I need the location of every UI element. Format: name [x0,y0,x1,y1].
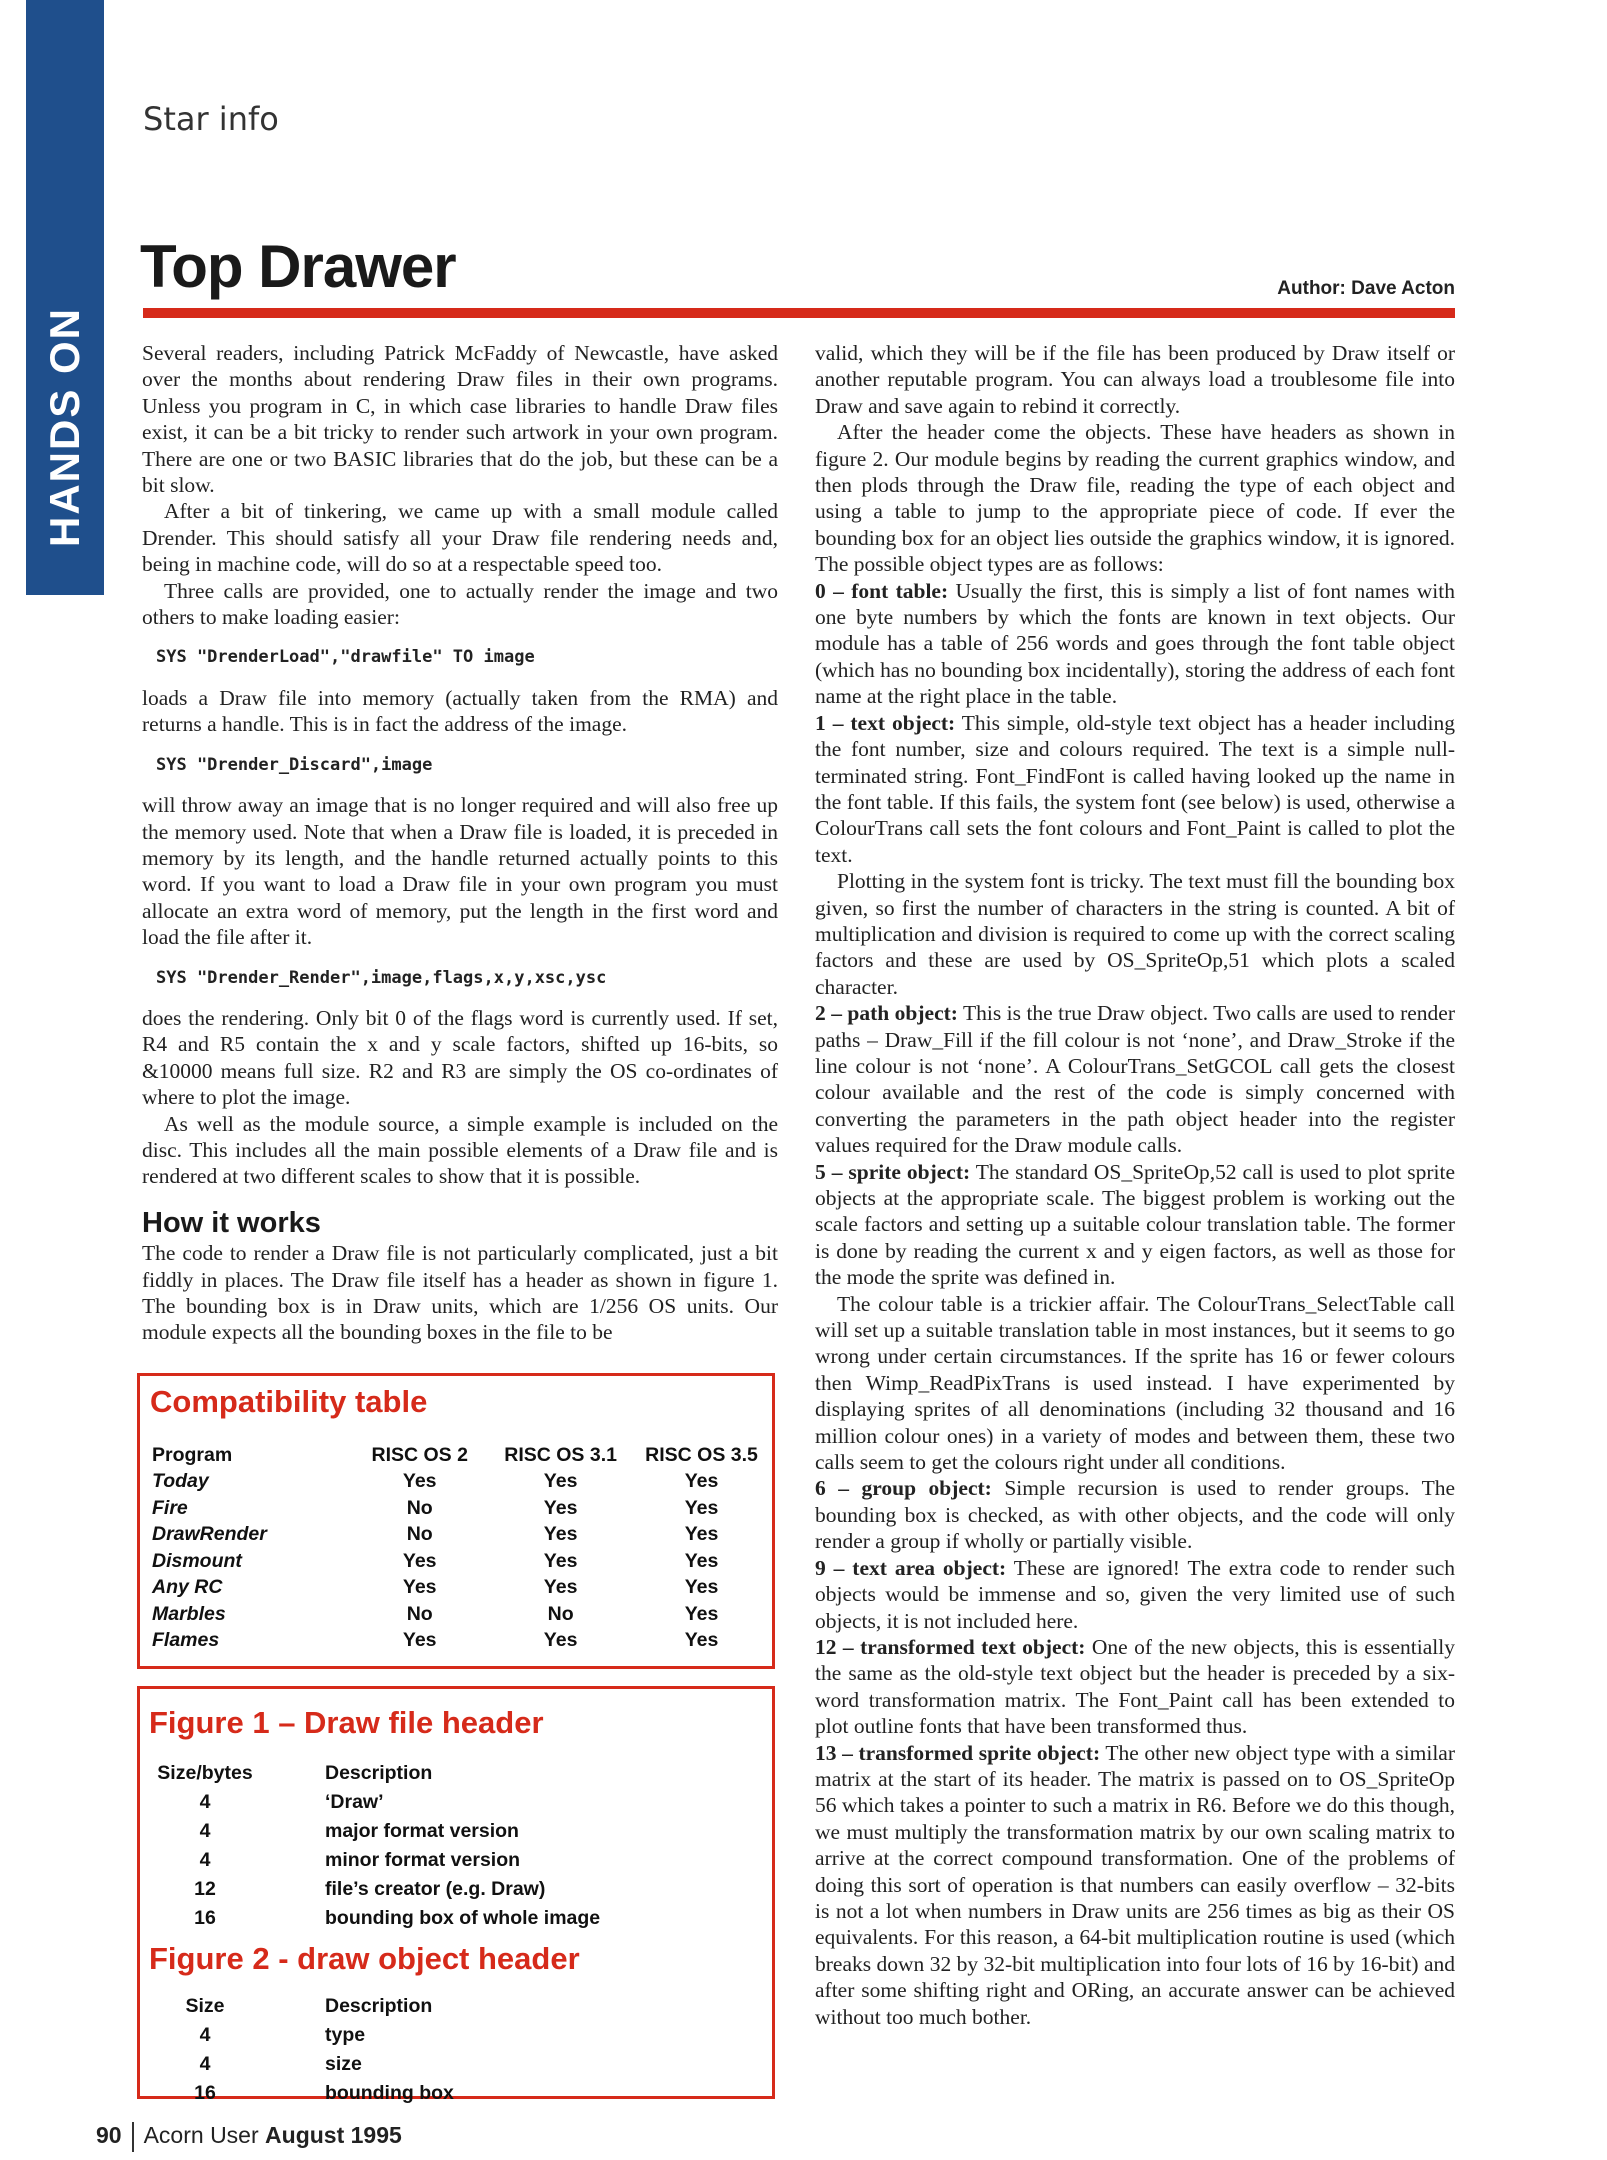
figures-box [137,1686,775,2104]
table-row: 4 minor format version [199,1849,521,1871]
paragraph: Several readers, including Patrick McFaddy of Newcastle, have asked over the months about rendering Draw files in their own programs. Unless you program in C, in which case libraries to handle Draw files exist, it can be a bit tricky to render such artwork in your own program. There are one or two BASIC libraries that do the job, but these can be a bit slow. [142,341,778,498]
compatibility-table-title: Compatibility table [150,1384,428,1419]
code-line: SYS "DrenderLoad","drawfile" TO image [156,647,535,668]
figure-2-table [155,1992,454,2108]
section-label: Star info [143,100,279,138]
page-number: 90 [96,2122,122,2149]
table-row: 16 bounding box of whole image [194,1907,601,1929]
paragraph: will throw away an image that is no longer required and will also free up the memory used. Note that when a Draw file is loaded, it is preceded in memory by its length, and the handle returned actually points to this word. If you want to load a Draw file in your own program you must allocate an extra word of memory, put the length in the first word and load the file after it. [142,793,778,950]
table-header-row: Size/bytes Description [157,1762,433,1784]
table-row: Today Yes Yes Yes [152,1470,719,1493]
object-type-entry: 13 – transformed sprite object: The other new object type with a similar matrix at the start of its header. The matrix is passed on to OS_SpriteOp 56 which takes a pointer to such a matrix in R6. Before we do this though, we must multiply the transformation matrix by our own scaling matrix to arrive at the correct compound transformation. One of the problems of doing this sort of operation is that numbers can easily overflow – 32-bits is not a lot when numbers in Draw units are 256 times as big as their OS equivalents. For this reason, a 64-bit multiplication routine is used (which breaks down 32 by 32-bit multiplication into four lots of 16 by 16-bit) and after some shifting right and ORing, an accurate answer can be achieved without too much bother. [815,1740,1456,2029]
table-row: Flames Yes Yes Yes [152,1629,719,1652]
object-type-entry: 12 – transformed text object: One of the new objects, this is essentially the same as the old-style text object but the header is preceded by a six-word transformation matrix. The Font_Paint call has been extended to plot outline fonts that have been transformed thus. [815,1634,1455,1739]
table-header-row: Program RISC OS 2 RISC OS 3.1 RISC OS 3.5 [152,1443,758,1466]
right-column [815,340,1455,2030]
section-side-tab [26,0,104,595]
compatibility-table [152,1442,772,1654]
code-line: SYS "Drender_Render",image,flags,x,y,xsc,ysc [156,967,607,988]
paragraph: valid, which they will be if the file has been produced by Draw itself or another reputable program. You can always load a troublesome file into Draw and save again to rebind it correctly. [815,341,1455,418]
table-row: 12 file’s creator (e.g. Draw) [194,1878,546,1900]
figure-2-title: Figure 2 - draw object header [149,1941,580,1976]
paragraph: As well as the module source, a simple example is included on the disc. This includes all the main possible elements of a Draw file and is rendered at two different scales to show that it is possible. [142,1111,778,1189]
table-row: 4 type [199,2024,366,2046]
table-row: Marbles No No Yes [152,1602,719,1625]
object-type-entry: 0 – font table: Usually the first, this is simply a list of font names with one byte numbers by which the fonts are known in text objects. Our module has a table of 256 words and goes through the font table object (which has no bounding box incidentally), storing the address of each font name at the right place in the table. [815,578,1455,709]
page-footer [96,2122,402,2152]
title-rule [143,308,1455,318]
magazine-name: Acorn User [143,2122,259,2149]
paragraph: The colour table is a trickier affair. The ColourTrans_SelectTable call will set up a suitable translation table in most instances, but it seems to go wrong under certain circumstances. If the sprite has 16 or fewer colours then Wimp_ReadPixTrans is used instead. I have experimented by displaying sprites of all denominations (including 32 thousand and 16 million colour ones) in a variety of modes and between them, these two calls seem to get the colours right under all conditions. [815,1291,1455,1475]
object-type-entry: 5 – sprite object: The standard OS_SpriteOp,52 call is used to plot sprite objects at the appropriate scale. The biggest problem is working out the scale factors and setting up a suitable colour translation table. The former is done by reading the current x and y eigen factors, as well as those for the mode the sprite was defined in. [815,1159,1455,1290]
side-tab-label: HANDS ON [41,306,88,548]
paragraph: The code to render a Draw file is not particularly complicated, just a bit fiddly in places. The Draw file itself has a header as shown in figure 1. The bounding box is in Draw units, which are 1/256 OS units. Our module expects all the bounding boxes in the file to be [142,1241,778,1345]
table-row: Any RC Yes Yes Yes [152,1576,719,1599]
author-credit: Author: Dave Acton [1277,278,1455,299]
left-column [142,340,778,1346]
issue-date: August 1995 [265,2122,402,2149]
paragraph: After the header come the objects. These have headers as shown in figure 2. Our module begins by reading the current graphics window, and then plods through the Draw file, reading the type of each object and using a table to jump to the appropriate piece of code. If ever the bounding box for an object lies outside the graphics window, it is ignored. The possible object types are as follows: [815,420,1455,577]
object-type-entry: 9 – text area object: These are ignored! The extra code to render such objects would be immense and so, given the very limited use of such objects, it is not included here. [815,1555,1455,1633]
code-line: SYS "Drender_Discard",image [156,754,433,775]
paragraph: Three calls are provided, one to actually render the image and two others to make loading easier: [142,578,778,630]
paragraph: After a bit of tinkering, we came up with a small module called Drender. This should satisfy all your Draw file rendering needs and, being in machine code, will do so at a respectable speed too. [142,499,778,577]
compatibility-table-box [137,1373,775,1669]
figure-1-table [155,1759,600,1933]
object-type-entry: 2 – path object: This is the true Draw object. Two calls are used to render paths – Draw_Fill if the fill colour is not ‘none’, and Draw_Stroke if the line colour is not ‘none’. A ColourTrans_SetGCOL call gets the closest colour available and the rest of the code is simply concerned with converting the parameters in the path object header into the register values required for the Draw module calls. [815,1001,1455,1158]
table-row: Fire No Yes Yes [152,1496,719,1519]
table-row: Dismount Yes Yes Yes [152,1549,719,1572]
figure-1-title: Figure 1 – Draw file header [149,1705,544,1740]
object-type-entry: 6 – group object: Simple recursion is used to render groups. The bounding box is checked, as with other objects, and the code will only render a group if wholly or partially visible. [815,1476,1456,1554]
footer-divider [132,2122,134,2152]
paragraph: Plotting in the system font is tricky. The text must fill the bounding box given, so first the number of characters in the string is counted. A bit of multiplication and division is required to come up with the correct scaling factors and these are used by OS_SpriteOp,51 which plots a scaled character. [815,869,1455,999]
article-title: Top Drawer [140,233,456,300]
subheading: How it works [142,1206,321,1239]
table-row: 4 ‘Draw’ [199,1791,384,1813]
table-row: 4 size [199,2053,362,2075]
paragraph: does the rendering. Only bit 0 of the flags word is currently used. If set, R4 and R5 contain the x and y scale factors, shifted up 16-bits, so &10000 means full size. R2 and R3 are simply the OS co-ordinates of where to plot the image. [142,1005,778,1110]
object-type-entry: 1 – text object: This simple, old-style text object has a header including the font number, size and colours required. The text is a simple null-terminated string. Font_FindFont is called having looked up the name in the font table. If this fails, the system font (see below) is used, otherwise a ColourTrans call sets the font colours and Font_Paint is called to plot the text. [815,710,1455,867]
table-header-row: Size Description [185,1995,433,2017]
table-row: 4 major format version [199,1820,519,1842]
table-row: DrawRender No Yes Yes [152,1523,719,1546]
table-row: 16 bounding box [194,2082,454,2104]
paragraph: loads a Draw file into memory (actually taken from the RMA) and returns a handle. This is in fact the address of the image. [142,685,778,737]
